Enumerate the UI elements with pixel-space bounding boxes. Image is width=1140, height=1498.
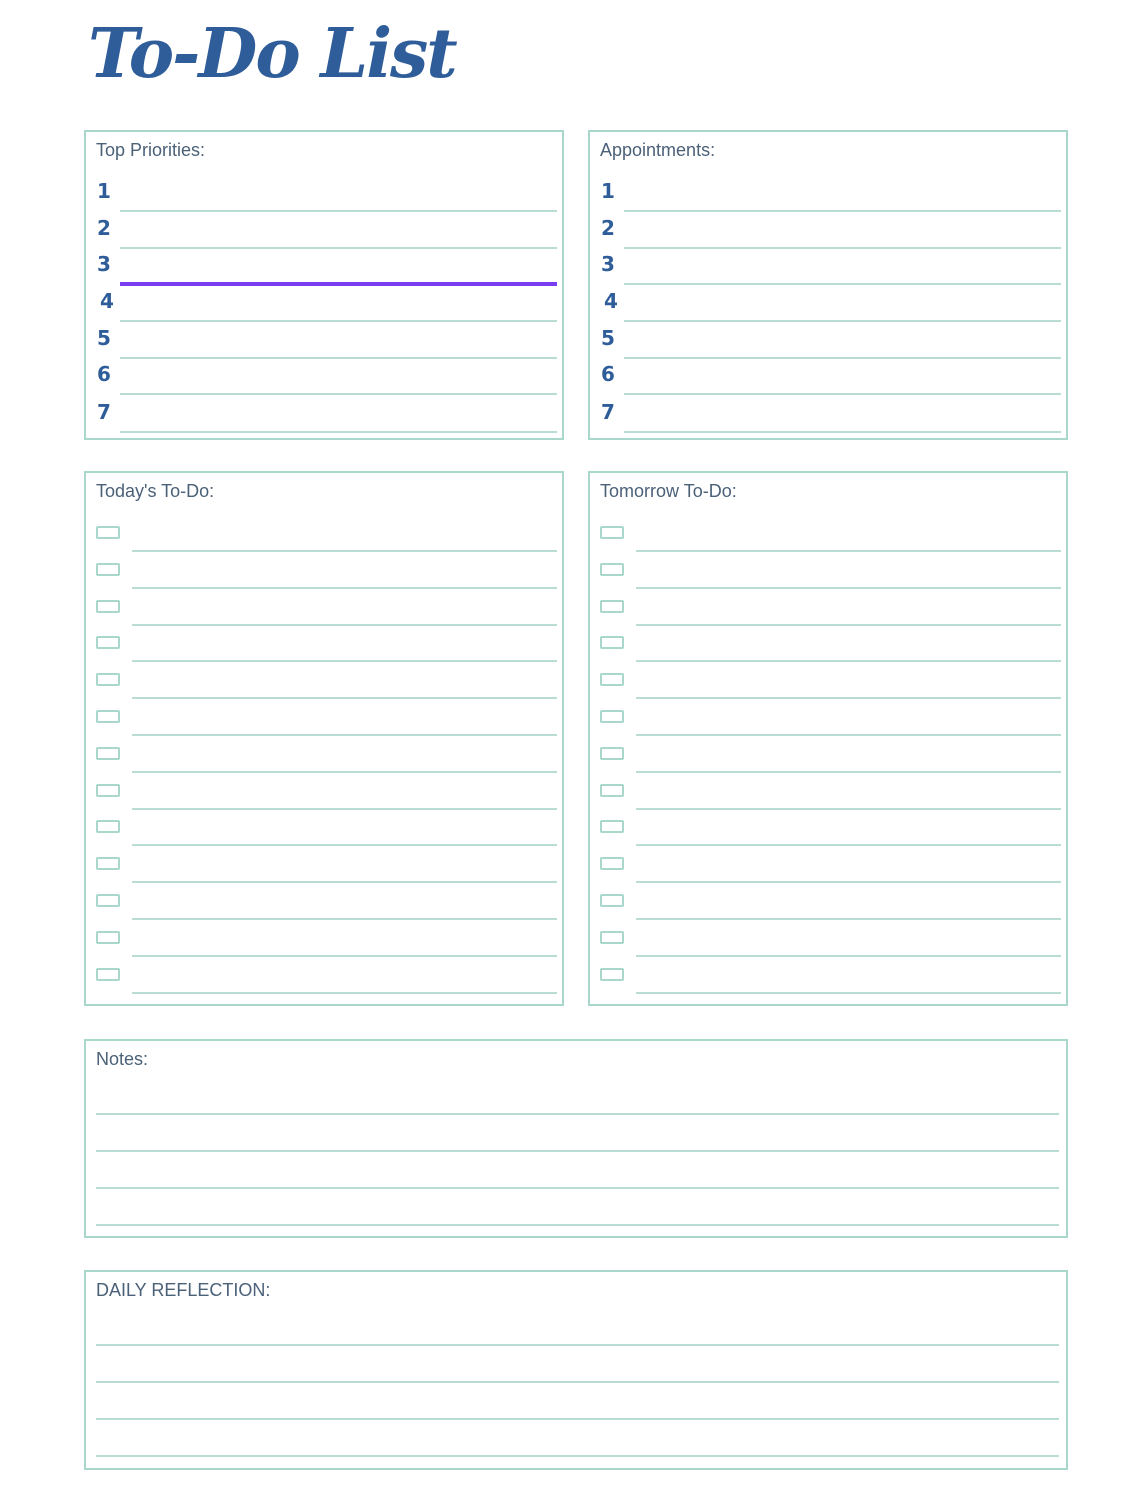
today-todo-checkbox[interactable] — [96, 931, 120, 944]
tomorrow-todo-checkbox[interactable] — [600, 710, 624, 723]
todays-todo-box — [84, 471, 564, 1006]
priority-line-highlighted[interactable] — [120, 282, 557, 286]
today-todo-line[interactable] — [132, 808, 557, 810]
tomorrow-todo-checkbox[interactable] — [600, 968, 624, 981]
priority-line[interactable] — [120, 431, 557, 433]
today-todo-checkbox[interactable] — [96, 747, 120, 760]
today-todo-line[interactable] — [132, 918, 557, 920]
today-todo-checkbox[interactable] — [96, 784, 120, 797]
tomorrow-todo-line[interactable] — [636, 660, 1061, 662]
today-todo-checkbox[interactable] — [96, 894, 120, 907]
today-todo-checkbox[interactable] — [96, 673, 120, 686]
today-todo-line[interactable] — [132, 955, 557, 957]
tomorrow-todo-line[interactable] — [636, 624, 1061, 626]
priority-number: 6 — [97, 362, 111, 386]
tomorrow-todo-checkbox[interactable] — [600, 820, 624, 833]
appointment-line[interactable] — [624, 247, 1061, 249]
tomorrow-todo-label: Tomorrow To-Do: — [600, 481, 737, 501]
today-todo-checkbox[interactable] — [96, 968, 120, 981]
tomorrow-todo-checkbox[interactable] — [600, 857, 624, 870]
page-title: To-Do List — [88, 14, 456, 94]
priority-number: 7 — [97, 400, 111, 424]
today-todo-checkbox[interactable] — [96, 526, 120, 539]
notes-line[interactable] — [96, 1187, 1059, 1189]
top-priorities-box — [84, 130, 564, 440]
tomorrow-todo-line[interactable] — [636, 587, 1061, 589]
top-priorities-label: Top Priorities: — [96, 140, 206, 160]
notes-line[interactable] — [96, 1150, 1059, 1152]
tomorrow-todo-line[interactable] — [636, 844, 1061, 846]
today-todo-line[interactable] — [132, 734, 557, 736]
priority-number: 5 — [97, 326, 111, 350]
appointment-number: 6 — [601, 362, 615, 386]
tomorrow-todo-line[interactable] — [636, 881, 1061, 883]
today-todo-checkbox[interactable] — [96, 636, 120, 649]
tomorrow-todo-checkbox[interactable] — [600, 747, 624, 760]
today-todo-line[interactable] — [132, 697, 557, 699]
notes-line[interactable] — [96, 1113, 1059, 1115]
today-todo-line[interactable] — [132, 771, 557, 773]
tomorrow-todo-checkbox[interactable] — [600, 784, 624, 797]
appointment-number: 7 — [601, 400, 615, 424]
appointment-number: 3 — [601, 252, 615, 276]
today-todo-line[interactable] — [132, 881, 557, 883]
today-todo-checkbox[interactable] — [96, 563, 120, 576]
today-todo-line[interactable] — [132, 992, 557, 994]
reflection-line[interactable] — [96, 1455, 1059, 1457]
notes-line[interactable] — [96, 1224, 1059, 1226]
appointment-line[interactable] — [624, 320, 1061, 322]
tomorrow-todo-box — [588, 471, 1068, 1006]
appointment-line[interactable] — [624, 210, 1061, 212]
priority-number: 1 — [97, 179, 111, 203]
tomorrow-todo-checkbox[interactable] — [600, 526, 624, 539]
tomorrow-todo-line[interactable] — [636, 734, 1061, 736]
appointments-label: Appointments: — [600, 140, 716, 160]
tomorrow-todo-line[interactable] — [636, 697, 1061, 699]
today-todo-checkbox[interactable] — [96, 857, 120, 870]
tomorrow-todo-checkbox[interactable] — [600, 600, 624, 613]
today-todo-checkbox[interactable] — [96, 600, 120, 613]
priority-line[interactable] — [120, 247, 557, 249]
tomorrow-todo-line[interactable] — [636, 955, 1061, 957]
today-todo-line[interactable] — [132, 844, 557, 846]
reflection-line[interactable] — [96, 1418, 1059, 1420]
appointment-number: 4 — [604, 289, 618, 313]
appointment-number: 5 — [601, 326, 615, 350]
today-todo-checkbox[interactable] — [96, 820, 120, 833]
tomorrow-todo-checkbox[interactable] — [600, 563, 624, 576]
tomorrow-todo-line[interactable] — [636, 918, 1061, 920]
appointment-line[interactable] — [624, 431, 1061, 433]
notes-label: Notes: — [96, 1049, 149, 1069]
tomorrow-todo-line[interactable] — [636, 808, 1061, 810]
priority-number: 3 — [97, 252, 111, 276]
tomorrow-todo-line[interactable] — [636, 992, 1061, 994]
today-todo-line[interactable] — [132, 550, 557, 552]
today-todo-checkbox[interactable] — [96, 710, 120, 723]
todays-todo-label: Today's To-Do: — [96, 481, 215, 501]
tomorrow-todo-checkbox[interactable] — [600, 636, 624, 649]
tomorrow-todo-line[interactable] — [636, 550, 1061, 552]
appointment-line[interactable] — [624, 393, 1061, 395]
tomorrow-todo-checkbox[interactable] — [600, 931, 624, 944]
tomorrow-todo-checkbox[interactable] — [600, 894, 624, 907]
daily-reflection-box — [84, 1270, 1068, 1470]
priority-line[interactable] — [120, 357, 557, 359]
reflection-line[interactable] — [96, 1381, 1059, 1383]
priority-line[interactable] — [120, 320, 557, 322]
appointment-line[interactable] — [624, 357, 1061, 359]
appointment-number: 1 — [601, 179, 615, 203]
priority-line[interactable] — [120, 393, 557, 395]
notes-box — [84, 1039, 1068, 1238]
tomorrow-todo-checkbox[interactable] — [600, 673, 624, 686]
daily-reflection-label: DAILY REFLECTION: — [96, 1280, 271, 1300]
today-todo-line[interactable] — [132, 587, 557, 589]
priority-line[interactable] — [120, 210, 557, 212]
priority-number: 2 — [97, 216, 111, 240]
today-todo-line[interactable] — [132, 624, 557, 626]
tomorrow-todo-line[interactable] — [636, 771, 1061, 773]
appointment-number: 2 — [601, 216, 615, 240]
today-todo-line[interactable] — [132, 660, 557, 662]
appointments-box — [588, 130, 1068, 440]
priority-number: 4 — [100, 289, 114, 313]
reflection-line[interactable] — [96, 1344, 1059, 1346]
appointment-line[interactable] — [624, 283, 1061, 285]
